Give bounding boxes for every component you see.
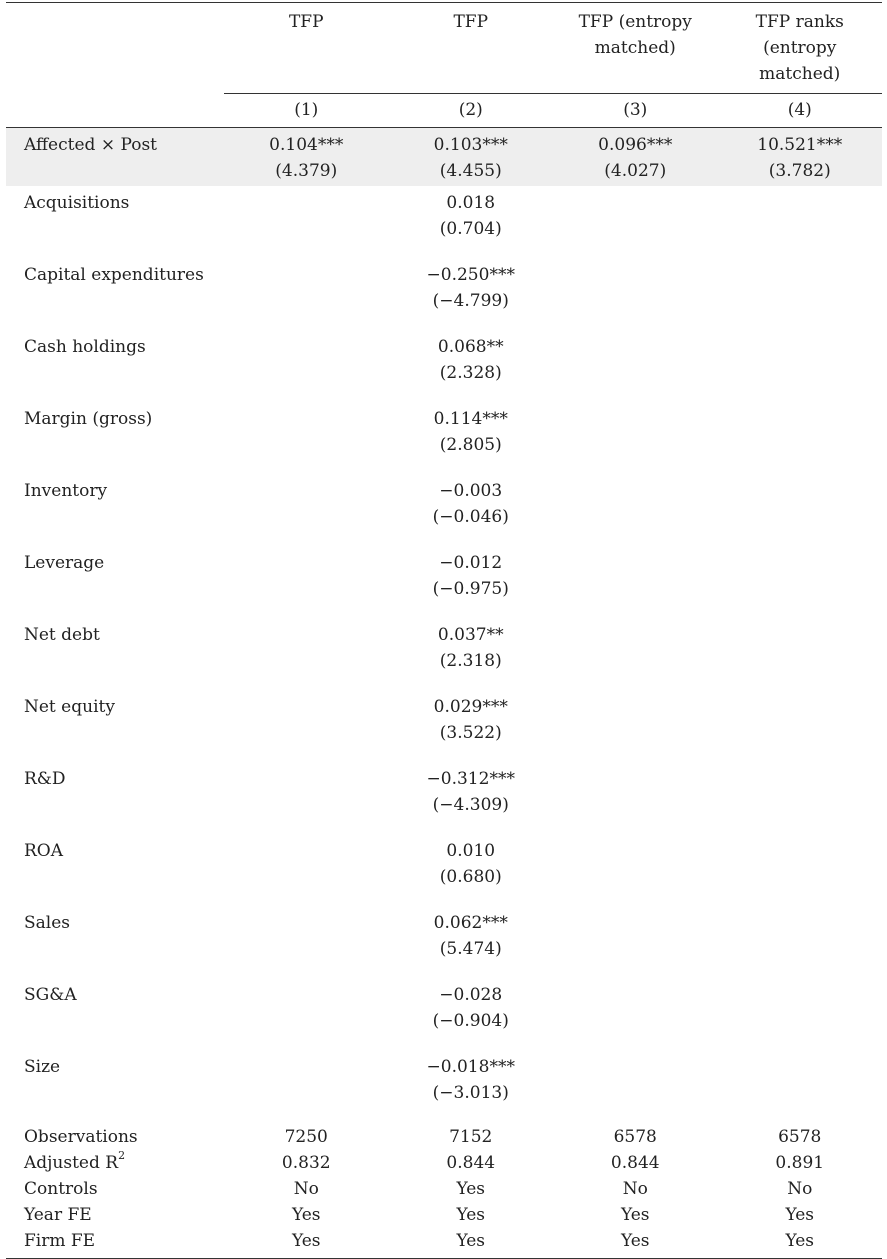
table-cell (389, 474, 554, 546)
t-statistic: (4.027) (604, 161, 667, 181)
row-label: Affected × Post (6, 128, 224, 187)
t-statistic: (−4.309) (432, 795, 509, 815)
table-cell (718, 978, 883, 1050)
table-cell (718, 330, 883, 402)
coefficient: −0.028 (439, 985, 503, 1005)
table-cell (389, 330, 554, 402)
stat-value: No (293, 1179, 319, 1199)
stat-value: Yes (785, 1205, 815, 1225)
stat-value: Yes (291, 1205, 321, 1225)
table-cell (224, 1050, 389, 1124)
table-cell (718, 618, 883, 690)
table-row (6, 906, 882, 978)
coefficient: 10.521*** (757, 135, 843, 155)
coefficient: −0.312*** (426, 769, 515, 789)
stat-value: 0.832 (281, 1153, 331, 1173)
table-cell (389, 258, 554, 330)
t-statistic: (5.474) (439, 939, 502, 959)
table-cell (224, 128, 389, 187)
regression-table-container (6, 2, 882, 1259)
stat-row (6, 1228, 882, 1259)
stat-value: Yes (224, 1228, 389, 1259)
coefficient: −0.003 (439, 481, 503, 501)
table-cell (389, 834, 554, 906)
stat-value: 6578 (613, 1127, 657, 1147)
column-header (389, 3, 554, 94)
coefficient: 0.068** (437, 337, 504, 357)
row-label: Margin (gross) (24, 409, 153, 429)
table-cell (553, 834, 718, 906)
stat-label (6, 1228, 224, 1259)
stat-label-text: Adjusted R (24, 1153, 119, 1173)
table-cell (224, 546, 389, 618)
stat-value: Yes (456, 1179, 486, 1199)
table-cell (389, 618, 554, 690)
column-header-line: TFP ranks (755, 12, 844, 32)
stat-row (6, 1124, 882, 1150)
table-cell (389, 762, 554, 834)
table-cell (389, 186, 554, 258)
table-cell (553, 258, 718, 330)
stat-value: 0.844 (446, 1153, 496, 1173)
table-row (6, 978, 882, 1050)
column-number: (3) (553, 94, 718, 128)
coefficient: 0.029*** (433, 697, 508, 717)
stat-value: 6578 (778, 1127, 822, 1147)
column-number: (4) (718, 94, 883, 128)
table-cell (553, 618, 718, 690)
table-cell (553, 1050, 718, 1124)
table-cell (224, 690, 389, 762)
coefficient: 0.062*** (433, 913, 508, 933)
table-cell (553, 330, 718, 402)
column-header-line: matched) (594, 38, 676, 58)
t-statistic: (3.522) (439, 723, 502, 743)
row-label: Leverage (24, 553, 105, 573)
stat-value: Yes (718, 1228, 883, 1259)
table-cell (718, 762, 883, 834)
coefficient-rows (6, 128, 882, 1125)
stat-value: Yes (553, 1228, 718, 1259)
table-cell (553, 762, 718, 834)
t-statistic: (4.455) (439, 161, 502, 181)
table-row (6, 330, 882, 402)
table-row (6, 1050, 882, 1124)
t-statistic: (−0.046) (432, 507, 509, 527)
column-header (718, 3, 883, 94)
stat-label-text: Controls (24, 1179, 98, 1199)
table-cell (718, 128, 883, 187)
stat-value: Yes (620, 1205, 650, 1225)
stat-label (6, 1150, 224, 1176)
column-header-line: matched) (759, 64, 841, 84)
stat-row (6, 1150, 882, 1176)
stat-value: 7152 (449, 1127, 493, 1147)
coefficient: 0.018 (446, 193, 496, 213)
table-cell (224, 258, 389, 330)
t-statistic: (−0.904) (432, 1011, 509, 1031)
stat-row (6, 1202, 882, 1228)
stat-value: 0.891 (775, 1153, 825, 1173)
row-label: Size (24, 1057, 61, 1077)
table-row (6, 474, 882, 546)
table-cell (389, 690, 554, 762)
coefficient: −0.018*** (426, 1057, 515, 1077)
stat-label-text: Observations (24, 1127, 138, 1147)
coefficient: 0.103*** (433, 135, 508, 155)
column-header-line: (entropy (763, 38, 837, 58)
table-cell (718, 690, 883, 762)
t-statistic: (0.704) (439, 219, 502, 239)
stat-label (6, 1176, 224, 1202)
stat-label-text: Year FE (24, 1205, 92, 1225)
table-cell (718, 1050, 883, 1124)
table-row (6, 402, 882, 474)
table-cell (224, 330, 389, 402)
column-number-row (6, 94, 882, 128)
table-cell (224, 978, 389, 1050)
table-cell (718, 546, 883, 618)
table-row (6, 618, 882, 690)
table-cell (553, 474, 718, 546)
stat-value: 7250 (284, 1127, 328, 1147)
table-cell (718, 402, 883, 474)
table-cell (389, 128, 554, 187)
table-cell (718, 474, 883, 546)
t-statistic: (4.379) (275, 161, 338, 181)
regression-table (6, 2, 882, 1259)
table-cell (718, 258, 883, 330)
table-cell (224, 402, 389, 474)
coefficient: 0.114*** (433, 409, 508, 429)
table-cell (553, 128, 718, 187)
row-label: SG&A (24, 985, 77, 1005)
table-row (6, 258, 882, 330)
stat-value: No (622, 1179, 648, 1199)
row-label: Net debt (24, 625, 100, 645)
row-label: Net equity (24, 697, 115, 717)
column-number: (2) (389, 94, 554, 128)
table-cell (718, 186, 883, 258)
header-corner (6, 3, 224, 94)
row-label: Sales (24, 913, 71, 933)
table-cell (718, 834, 883, 906)
stat-label-text: Firm FE (24, 1231, 96, 1251)
table-row (6, 186, 882, 258)
t-statistic: (−0.975) (432, 579, 509, 599)
column-number: (1) (224, 94, 389, 128)
column-header (224, 3, 389, 94)
table-row (6, 546, 882, 618)
stat-row (6, 1176, 882, 1202)
stat-label (6, 1202, 224, 1228)
table-row (6, 128, 882, 187)
table-row (6, 690, 882, 762)
coefficient: 0.037** (437, 625, 504, 645)
column-header-line: TFP (entropy (578, 12, 692, 32)
table-cell (553, 690, 718, 762)
coefficient: 0.104*** (269, 135, 344, 155)
table-cell (224, 834, 389, 906)
table-row (6, 834, 882, 906)
t-statistic: (2.318) (439, 651, 502, 671)
stat-value: Yes (389, 1228, 554, 1259)
table-cell (718, 906, 883, 978)
table-cell (389, 978, 554, 1050)
row-label: ROA (24, 841, 64, 861)
column-header-line: TFP (288, 12, 324, 32)
table-cell (389, 906, 554, 978)
header-row (6, 3, 882, 94)
table-cell (224, 186, 389, 258)
stat-value: Yes (456, 1205, 486, 1225)
coefficient: 0.010 (446, 841, 496, 861)
table-row (6, 762, 882, 834)
table-cell (389, 1050, 554, 1124)
table-cell (224, 618, 389, 690)
table-cell (224, 762, 389, 834)
table-cell (553, 402, 718, 474)
row-label: Acquisitions (24, 193, 130, 213)
row-label: Inventory (24, 481, 108, 501)
table-cell (224, 474, 389, 546)
t-statistic: (−4.799) (432, 291, 509, 311)
stat-value: No (787, 1179, 813, 1199)
coefficient: −0.012 (439, 553, 503, 573)
column-header-line: TFP (453, 12, 489, 32)
table-cell (553, 978, 718, 1050)
summary-stat-rows (6, 1124, 882, 1259)
table-cell (553, 906, 718, 978)
coefficient: 0.096*** (598, 135, 673, 155)
table-cell (224, 906, 389, 978)
table-cell (553, 186, 718, 258)
table-cell (553, 546, 718, 618)
t-statistic: (3.782) (768, 161, 831, 181)
stat-label-superscript: 2 (118, 1149, 126, 1163)
t-statistic: (−3.013) (432, 1083, 509, 1103)
table-cell (389, 546, 554, 618)
column-header (553, 3, 718, 94)
row-label: Cash holdings (24, 337, 146, 357)
stat-value: 0.844 (610, 1153, 660, 1173)
t-statistic: (0.680) (439, 867, 502, 887)
t-statistic: (2.328) (439, 363, 502, 383)
row-label: R&D (24, 769, 66, 789)
coefficient: −0.250*** (426, 265, 515, 285)
table-cell (389, 402, 554, 474)
t-statistic: (2.805) (439, 435, 502, 455)
stat-label (6, 1124, 224, 1150)
row-label: Capital expenditures (24, 265, 204, 285)
